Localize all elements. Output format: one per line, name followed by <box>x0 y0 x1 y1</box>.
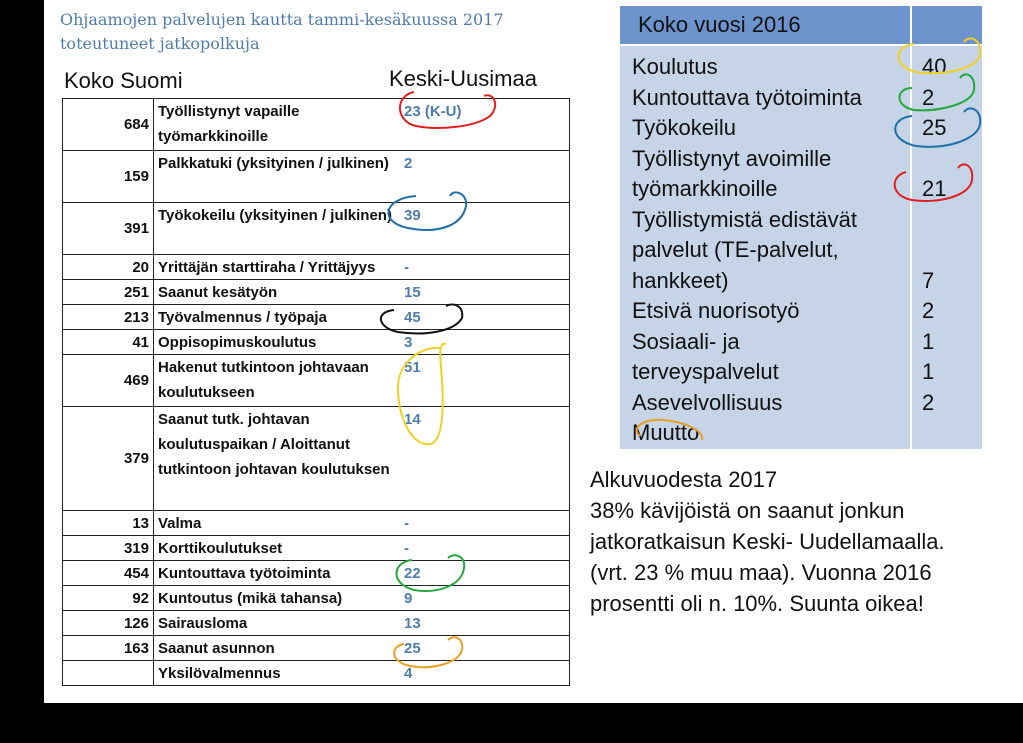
path-label: Saanut tutk. johtavan koulutuspaikan / Aloittanut tutkintoon johtavan koulutuksen <box>158 411 390 478</box>
keski-uusimaa-value: 39 <box>404 207 421 224</box>
year-2016-item-label: terveyspalvelut <box>632 359 779 384</box>
year-2016-item-value: 25 <box>922 115 947 140</box>
table-row <box>62 511 570 536</box>
koko-suomi-value <box>63 661 154 685</box>
path-label: Kuntouttava työtoiminta <box>158 565 331 582</box>
keski-uusimaa-value: 4 <box>404 665 413 682</box>
path-label: Korttikoulutukset <box>158 540 283 557</box>
koko-suomi-value: 319 <box>63 536 154 560</box>
table-row <box>62 407 570 511</box>
koko-suomi-value: 454 <box>63 561 154 585</box>
table-row <box>62 661 570 686</box>
year-2016-item-label: Työllistymistä edistävät <box>632 206 857 232</box>
table-row <box>62 255 570 280</box>
koko-suomi-value: 251 <box>63 280 154 304</box>
left-title: Ohjaamojen palvelujen kautta tammi-kesäkuussa 2017 toteutuneet jatkopolkuja <box>60 10 504 53</box>
keski-uusimaa-value: - <box>404 540 409 557</box>
year-2016-item-value: 21 <box>922 176 947 201</box>
keski-uusimaa-value: 15 <box>404 284 421 301</box>
path-label: Oppisopimuskoulutus <box>158 334 317 351</box>
panel-divider <box>910 6 912 449</box>
year-2016-item-value: 2 <box>922 298 935 323</box>
table-row <box>62 99 570 151</box>
table-row <box>62 330 570 355</box>
path-label: Valma <box>158 515 202 532</box>
path-label: Työllistynyt vapaille työmarkkinoille <box>158 103 300 145</box>
paths-table <box>62 98 570 686</box>
path-label: Sairausloma <box>158 615 248 632</box>
table-row <box>62 611 570 636</box>
summary-line: Alkuvuodesta 2017 <box>590 467 778 492</box>
koko-suomi-value: 391 <box>63 203 154 254</box>
path-label: Yksilövalmennus <box>158 665 281 682</box>
year-2016-panel <box>620 6 982 449</box>
year-2016-item-label: työmarkkinoille <box>632 176 778 201</box>
koko-suomi-value: 159 <box>63 151 154 202</box>
year-2016-item-label: Työkokeilu <box>632 115 736 140</box>
year-2016-item-value: 2 <box>922 84 935 110</box>
path-label: Kuntoutus (mikä tahansa) <box>158 590 343 607</box>
year-2016-item-value: 1 <box>922 359 935 384</box>
summary-text <box>590 464 1020 619</box>
keski-uusimaa-value: 9 <box>404 590 413 607</box>
summary-line: jatkoratkaisun Keski- Uudellamaalla. <box>590 529 945 554</box>
path-label: Palkkatuki (yksityinen / julkinen) <box>158 155 389 172</box>
keski-uusimaa-value: 25 <box>404 640 421 657</box>
year-2016-item-label: Työllistynyt avoimille <box>632 145 832 171</box>
year-2016-item-label: Kuntouttava työtoiminta <box>632 84 862 110</box>
slide <box>44 0 1023 703</box>
path-label: Työvalmennus / työpaja <box>158 309 327 326</box>
keski-uusimaa-value: 13 <box>404 615 421 632</box>
summary-line: prosentti oli n. 10%. Suunta oikea! <box>590 591 924 616</box>
keski-uusimaa-value: 22 <box>404 565 421 582</box>
keski-uusimaa-value: 2 <box>404 155 413 172</box>
table-row <box>62 636 570 661</box>
year-2016-item-label: Etsivä nuorisotyö <box>632 298 800 323</box>
column-heading-koko-suomi: Koko Suomi <box>64 68 183 93</box>
koko-suomi-value: 92 <box>63 586 154 610</box>
year-2016-item-label: Koulutus <box>632 54 718 79</box>
year-2016-item-value: 1 <box>922 328 935 354</box>
path-label: Saanut kesätyön <box>158 284 278 301</box>
table-row <box>62 586 570 611</box>
path-label: Yrittäjän starttiraha / Yrittäjyys <box>158 259 376 276</box>
summary-line: (vrt. 23 % muu maa). Vuonna 2016 <box>590 560 932 585</box>
year-2016-item-label: palvelut (TE-palvelut, <box>632 237 839 262</box>
year-2016-header <box>620 6 982 44</box>
koko-suomi-value: 379 <box>63 407 154 510</box>
year-2016-title: Koko vuosi 2016 <box>638 12 801 37</box>
table-row <box>62 305 570 330</box>
year-2016-item-label: Asevelvollisuus <box>632 389 783 415</box>
koko-suomi-value: 469 <box>63 355 154 406</box>
year-2016-item-label: hankkeet) <box>632 267 729 293</box>
keski-uusimaa-value: 3 <box>404 334 413 351</box>
keski-uusimaa-value: 23 (K-U) <box>404 103 462 120</box>
path-label: Työkokeilu (yksityinen / julkinen) <box>158 207 392 224</box>
year-2016-item-label: Sosiaali- ja <box>632 328 740 354</box>
table-row <box>62 355 570 407</box>
table-row <box>62 280 570 305</box>
year-2016-item-value: 2 <box>922 389 935 415</box>
table-row <box>62 203 570 255</box>
keski-uusimaa-value: - <box>404 259 409 276</box>
koko-suomi-value: 126 <box>63 611 154 635</box>
panel-header-divider <box>620 44 982 46</box>
summary-line: 38% kävijöistä on saanut jonkun <box>590 498 905 523</box>
column-heading-keski-uusimaa: Keski-Uusimaa <box>389 66 537 91</box>
koko-suomi-value: 163 <box>63 636 154 660</box>
keski-uusimaa-value: 51 <box>404 359 421 376</box>
koko-suomi-value: 213 <box>63 305 154 329</box>
table-row <box>62 536 570 561</box>
koko-suomi-value: 41 <box>63 330 154 354</box>
keski-uusimaa-value: 45 <box>404 309 421 326</box>
koko-suomi-value: 684 <box>63 99 154 150</box>
path-label: Saanut asunnon <box>158 640 275 657</box>
koko-suomi-value: 13 <box>63 511 154 535</box>
year-2016-item-value: 7 <box>922 267 935 293</box>
keski-uusimaa-value: - <box>404 515 409 532</box>
path-label: Hakenut tutkintoon johtavaan koulutukseen <box>158 359 369 401</box>
koko-suomi-value: 20 <box>63 255 154 279</box>
year-2016-item-value: 40 <box>922 54 947 79</box>
year-2016-item-label: Muutto <box>632 420 700 445</box>
table-row <box>62 151 570 203</box>
table-row <box>62 561 570 586</box>
keski-uusimaa-value: 14 <box>404 411 421 428</box>
